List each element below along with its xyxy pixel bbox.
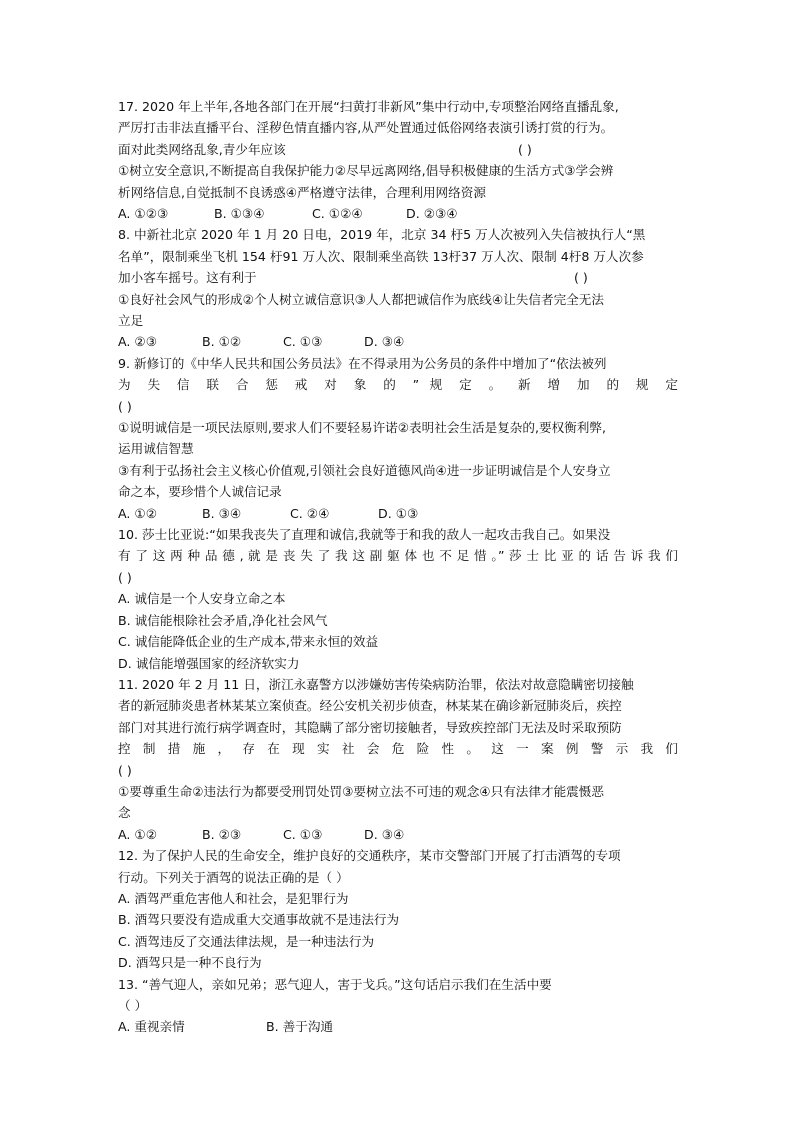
choice-a: A. 酒驾严重危害他人和社会，是犯罪行为 xyxy=(118,890,349,906)
question-17 xyxy=(118,96,678,224)
option-b: B. ③④ xyxy=(202,505,242,521)
answer-blank: ( ) xyxy=(574,270,588,286)
question-text: 为 失 信 联 合 惩 戒 对 象 的 ” 规 定 。 新 增 加 的 规 定 xyxy=(118,377,678,393)
option-a: A. ②③ xyxy=(118,334,157,350)
options-row xyxy=(118,1016,678,1037)
question-stem-end: 面对此类网络乱象,青少年应该 xyxy=(118,141,286,157)
statement-line: ①树立安全意识,不断提高自我保护能力②尽早远离网络,倡导积极健康的生活方式③学会辨 xyxy=(118,163,614,179)
question-11 xyxy=(118,674,678,845)
question-text: 12. 为了保护人民的生命安全，维护良好的交通秩序，某市交警部门开展了打击酒驾的专项 xyxy=(118,848,621,864)
options-row xyxy=(118,503,678,524)
option-c: C. ①③ xyxy=(283,334,323,350)
question-text: 17. 2020 年上半年,各地各部门在开展“扫黄打非新风”集中行动中,专项整治网络直播乱象, xyxy=(118,99,619,114)
question-13 xyxy=(118,974,678,1038)
answer-blank: ( ) xyxy=(118,398,132,414)
question-10 xyxy=(118,524,678,674)
question-text: 有 了 这 两 种 品 德 , 就 是 丧 失 了 我 这 副 躯 体 也 不 足 惜 。” 莎 士 比 亚 的 话 告 诉 我 们 xyxy=(118,548,678,564)
option-d: D. ①③ xyxy=(378,505,419,521)
statement-line: ①要尊重生命②违法行为都要受刑罚处罚③要树立法不可违的观念④只有法律才能震慑恶 xyxy=(118,783,604,799)
statement-line: 运用诚信智慧 xyxy=(118,441,194,457)
question-text: 部门对其进行流行病学调查时，其隐瞒了部分密切接触者，导致疾控部门无法及时采取预防 xyxy=(118,719,622,735)
question-12 xyxy=(118,845,678,973)
option-c: C. ①③ xyxy=(283,826,323,842)
statement-line: 立足 xyxy=(118,313,144,329)
option-d: D. ②③④ xyxy=(406,206,458,222)
option-a: A. ①②③ xyxy=(118,206,169,222)
option-d: D. ③④ xyxy=(364,334,405,350)
question-text: 13. “善气迎人，亲如兄弟；恶气迎人，害于戈兵。”这句话启示我们在生活中要 xyxy=(118,976,552,992)
choice-a: A. 诚信是一个人安身立命之本 xyxy=(118,591,286,607)
statement-line: ①良好社会风气的形成②个人树立诚信意识③人人都把诚信作为底线④让失信者完全无法 xyxy=(118,291,604,307)
answer-blank: ( ) xyxy=(118,569,132,585)
choice-d: D. 诚信能增强国家的经济软实力 xyxy=(118,655,300,671)
question-text xyxy=(118,267,678,288)
question-text: 严厉打击非法直播平台、淫秽色情直播内容,从严处置通过低俗网络表演引诱打赏的行为。 xyxy=(118,120,614,136)
garbled-char: 杅 xyxy=(448,248,462,264)
option-d: D. ③④ xyxy=(364,826,405,842)
question-text: 控 制 措 施 ， 存 在 现 实 社 会 危 险 性 。 这 一 案 例 警 示 我 们 xyxy=(118,741,678,757)
question-text-part: 91 万人次、限制乘坐高铁 13 xyxy=(282,248,449,264)
statement-line: 命之本，要珍惜个人诚信记录 xyxy=(118,484,282,500)
statement-line: ③有利于弘扬社会主义核心价值观,引领社会良好道德风尚④进一步证明诚信是个人安身立 xyxy=(118,462,611,478)
question-text-part: 名单”，限制乘坐飞机 154 xyxy=(118,248,270,264)
question-text-part: 8 万人次参 xyxy=(581,248,644,264)
answer-blank: ( ) xyxy=(518,141,532,157)
choice-c: C. 酒驾违反了交通法律法规，是一种违法行为 xyxy=(118,933,375,949)
question-text xyxy=(118,139,678,160)
options-row xyxy=(118,203,678,224)
option-a: A. ①② xyxy=(118,505,157,521)
option-a: A. 重视亲情 xyxy=(118,1019,185,1035)
question-text xyxy=(118,246,678,267)
statement-line: 析网络信息,自觉抵制不良诱惑④严格遵守法律，合理利用网络资源 xyxy=(118,184,486,200)
choice-b: B. 酒驾只要没有造成重大交通事故就不是违法行为 xyxy=(118,912,400,928)
option-b: B. ①③④ xyxy=(214,206,265,222)
question-text: 10. 莎士比亚说:“如果我丧失了直理和诚信,我就等于和我的敌人一起攻击我自己。如果没 xyxy=(118,527,611,543)
answer-blank: ( ) xyxy=(118,762,132,778)
question-text-part: 37 万人次、限制 4 xyxy=(461,248,569,264)
option-b: B. ②③ xyxy=(202,826,242,842)
options-row xyxy=(118,331,678,352)
exam-page xyxy=(118,96,678,1038)
option-b: B. ①② xyxy=(202,334,242,350)
question-text: 行动。下列关于酒驾的说法正确的是（ ） xyxy=(118,869,349,885)
choice-c: C. 诚信能降低企业的生产成本,带来永恒的效益 xyxy=(118,634,379,650)
question-8 xyxy=(118,224,678,352)
answer-blank: （ ） xyxy=(118,998,148,1013)
question-text: 9. 新修订的《中华人民共和国公务员法》在不得录用为公务员的条件中增加了“依法被列 xyxy=(118,355,607,371)
choice-b: B. 诚信能根除社会矛盾,净化社会风气 xyxy=(118,612,328,628)
option-c: C. ②④ xyxy=(290,505,330,521)
option-c: C. ①②④ xyxy=(312,206,363,222)
question-stem-end: 加小客车摇号。这有利于 xyxy=(118,270,257,286)
garbled-char: 杅 xyxy=(568,248,582,264)
statement-line: 念 xyxy=(118,805,131,821)
option-b: B. 善于沟通 xyxy=(266,1019,334,1035)
garbled-char: 杅 xyxy=(269,248,283,264)
option-a: A. ①② xyxy=(118,826,157,842)
question-text xyxy=(118,224,678,245)
garbled-char: 杅 xyxy=(450,227,464,243)
statement-line: ①说明诚信是一项民法原则,要求人们不要轻易许诺②表明社会生活是复杂的,要权衡利弊, xyxy=(118,420,606,436)
choice-d: D. 酒驾只是一种不良行为 xyxy=(118,955,262,971)
options-row xyxy=(118,824,678,845)
question-text: 者的新冠肺炎患者林某某立案侦查。经公安机关初步侦查，林某某在确诊新冠肺炎后，疾控 xyxy=(118,698,622,714)
question-text: 11. 2020 年 2 月 11 日，浙江永嘉警方以涉嫌妨害传染病防治罪，依法对故意隐瞒密切接触 xyxy=(118,676,634,692)
question-text-part: 8. 中新社北京 2020 年 1 月 20 日电，2019 年，北京 34 xyxy=(118,227,451,243)
question-text-part: 5 万人次被列入失信被执行人“黑 xyxy=(463,227,646,243)
question-9 xyxy=(118,353,678,524)
